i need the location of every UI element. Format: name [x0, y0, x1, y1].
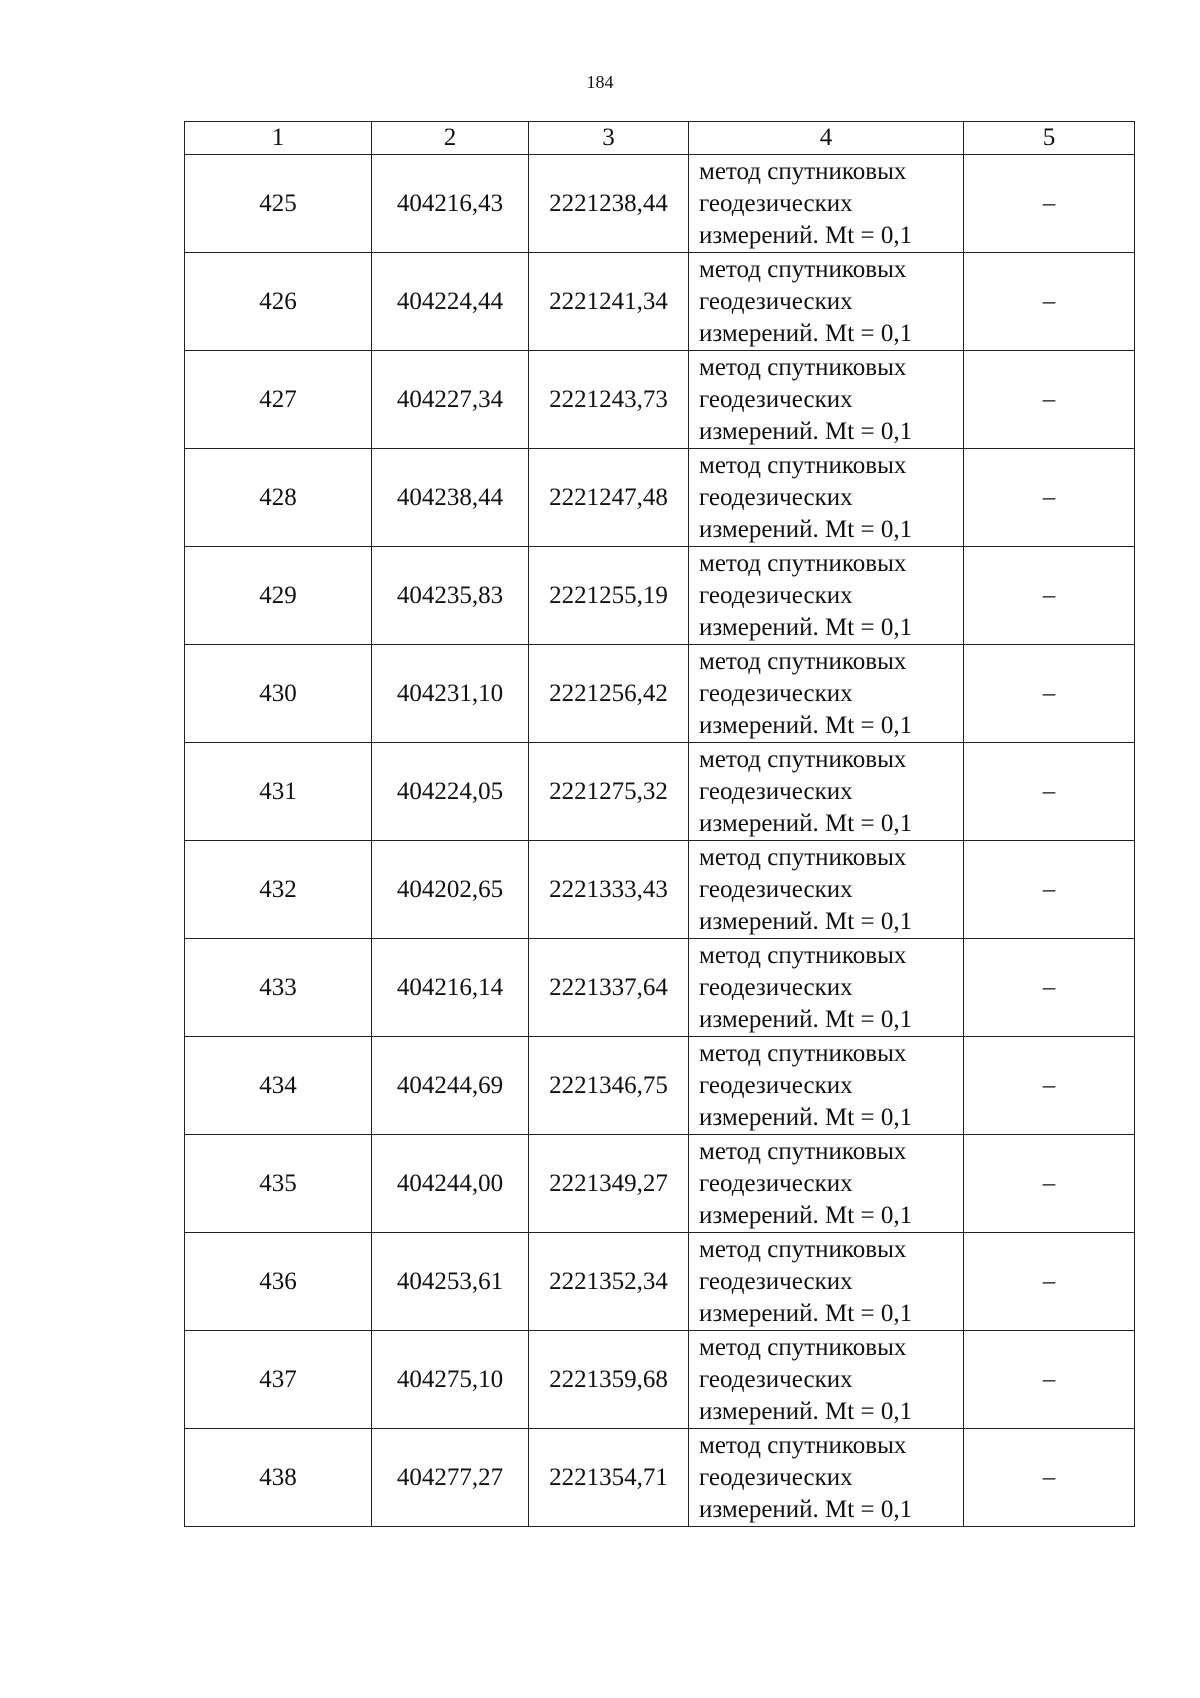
- table-row: [185, 155, 1135, 253]
- table-row: [185, 645, 1135, 743]
- method-line: измерений. Mt = 0,1: [699, 711, 913, 739]
- x-coordinate-cell: 404244,69: [372, 1037, 529, 1135]
- method-line: метод спутниковых: [699, 353, 907, 381]
- method-cell: [689, 155, 964, 253]
- method-line: измерений. Mt = 0,1: [699, 417, 913, 445]
- x-coordinate-cell: 404227,34: [372, 351, 529, 449]
- method-line: геодезических: [699, 875, 853, 903]
- method-line: метод спутниковых: [699, 745, 907, 773]
- method-line: измерений. Mt = 0,1: [699, 1005, 913, 1033]
- y-coordinate-cell: 2221354,71: [529, 1429, 689, 1527]
- y-coordinate-cell: 2221256,42: [529, 645, 689, 743]
- note-cell: –: [964, 449, 1135, 547]
- point-number-cell: 438: [185, 1429, 372, 1527]
- method-line: измерений. Mt = 0,1: [699, 1495, 913, 1523]
- method-line: метод спутниковых: [699, 1137, 907, 1165]
- page-number: 184: [586, 72, 614, 92]
- method-line: измерений. Mt = 0,1: [699, 907, 913, 935]
- point-number-cell: 431: [185, 743, 372, 841]
- method-line: метод спутниковых: [699, 1431, 907, 1459]
- note-cell: –: [964, 1037, 1135, 1135]
- x-coordinate-cell: 404224,44: [372, 253, 529, 351]
- note-cell: –: [964, 1233, 1135, 1331]
- note-cell: –: [964, 547, 1135, 645]
- method-line: метод спутниковых: [699, 157, 907, 185]
- x-coordinate-cell: 404244,00: [372, 1135, 529, 1233]
- method-cell: [689, 1331, 964, 1429]
- method-cell: [689, 547, 964, 645]
- method-cell: [689, 939, 964, 1037]
- method-line: метод спутниковых: [699, 1333, 907, 1361]
- method-line: геодезических: [699, 189, 853, 217]
- y-coordinate-cell: 2221352,34: [529, 1233, 689, 1331]
- table-row: [185, 939, 1135, 1037]
- coordinates-table: [184, 121, 1135, 1527]
- method-line: измерений. Mt = 0,1: [699, 809, 913, 837]
- point-number-cell: 425: [185, 155, 372, 253]
- method-line: измерений. Mt = 0,1: [699, 1299, 913, 1327]
- point-number-cell: 437: [185, 1331, 372, 1429]
- method-line: измерений. Mt = 0,1: [699, 221, 913, 249]
- method-line: геодезических: [699, 581, 853, 609]
- x-coordinate-cell: 404224,05: [372, 743, 529, 841]
- table-row: [185, 743, 1135, 841]
- method-line: геодезических: [699, 1267, 853, 1295]
- column-header-3: 3: [529, 122, 689, 155]
- method-cell: [689, 645, 964, 743]
- method-line: геодезических: [699, 1169, 853, 1197]
- method-cell: [689, 1037, 964, 1135]
- y-coordinate-cell: 2221241,34: [529, 253, 689, 351]
- x-coordinate-cell: 404238,44: [372, 449, 529, 547]
- y-coordinate-cell: 2221359,68: [529, 1331, 689, 1429]
- method-cell: [689, 743, 964, 841]
- y-coordinate-cell: 2221337,64: [529, 939, 689, 1037]
- y-coordinate-cell: 2221346,75: [529, 1037, 689, 1135]
- note-cell: –: [964, 743, 1135, 841]
- method-line: геодезических: [699, 1365, 853, 1393]
- method-line: геодезических: [699, 679, 853, 707]
- method-line: метод спутниковых: [699, 647, 907, 675]
- method-line: геодезических: [699, 973, 853, 1001]
- method-line: геодезических: [699, 287, 853, 315]
- y-coordinate-cell: 2221349,27: [529, 1135, 689, 1233]
- x-coordinate-cell: 404231,10: [372, 645, 529, 743]
- point-number-cell: 433: [185, 939, 372, 1037]
- x-coordinate-cell: 404216,14: [372, 939, 529, 1037]
- method-line: геодезических: [699, 1071, 853, 1099]
- x-coordinate-cell: 404235,83: [372, 547, 529, 645]
- y-coordinate-cell: 2221243,73: [529, 351, 689, 449]
- y-coordinate-cell: 2221275,32: [529, 743, 689, 841]
- point-number-cell: 429: [185, 547, 372, 645]
- method-line: измерений. Mt = 0,1: [699, 1397, 913, 1425]
- point-number-cell: 428: [185, 449, 372, 547]
- y-coordinate-cell: 2221255,19: [529, 547, 689, 645]
- method-line: геодезических: [699, 777, 853, 805]
- x-coordinate-cell: 404202,65: [372, 841, 529, 939]
- table-body: [185, 155, 1135, 1527]
- method-line: измерений. Mt = 0,1: [699, 1103, 913, 1131]
- x-coordinate-cell: 404277,27: [372, 1429, 529, 1527]
- note-cell: –: [964, 939, 1135, 1037]
- method-line: метод спутниковых: [699, 451, 907, 479]
- table-row: [185, 547, 1135, 645]
- method-cell: [689, 351, 964, 449]
- note-cell: –: [964, 155, 1135, 253]
- method-cell: [689, 1233, 964, 1331]
- y-coordinate-cell: 2221238,44: [529, 155, 689, 253]
- method-line: измерений. Mt = 0,1: [699, 515, 913, 543]
- point-number-cell: 435: [185, 1135, 372, 1233]
- column-header-2: 2: [372, 122, 529, 155]
- point-number-cell: 426: [185, 253, 372, 351]
- method-line: геодезических: [699, 385, 853, 413]
- table-row: [185, 1135, 1135, 1233]
- method-cell: [689, 1429, 964, 1527]
- table-row: [185, 841, 1135, 939]
- method-line: метод спутниковых: [699, 1039, 907, 1067]
- note-cell: –: [964, 1331, 1135, 1429]
- x-coordinate-cell: 404275,10: [372, 1331, 529, 1429]
- table-row: [185, 1331, 1135, 1429]
- coordinates-table-container: [184, 121, 1134, 1527]
- point-number-cell: 432: [185, 841, 372, 939]
- y-coordinate-cell: 2221247,48: [529, 449, 689, 547]
- y-coordinate-cell: 2221333,43: [529, 841, 689, 939]
- method-line: метод спутниковых: [699, 255, 907, 283]
- note-cell: –: [964, 351, 1135, 449]
- method-line: метод спутниковых: [699, 1235, 907, 1263]
- column-header-4: 4: [689, 122, 964, 155]
- method-line: геодезических: [699, 483, 853, 511]
- method-line: измерений. Mt = 0,1: [699, 319, 913, 347]
- note-cell: –: [964, 1135, 1135, 1233]
- method-line: измерений. Mt = 0,1: [699, 613, 913, 641]
- point-number-cell: 436: [185, 1233, 372, 1331]
- table-row: [185, 351, 1135, 449]
- method-line: геодезических: [699, 1463, 853, 1491]
- point-number-cell: 434: [185, 1037, 372, 1135]
- note-cell: –: [964, 841, 1135, 939]
- table-header: [185, 122, 1135, 155]
- method-cell: [689, 841, 964, 939]
- table-row: [185, 1233, 1135, 1331]
- method-cell: [689, 253, 964, 351]
- column-header-5: 5: [964, 122, 1135, 155]
- method-line: метод спутниковых: [699, 941, 907, 969]
- table-row: [185, 1037, 1135, 1135]
- x-coordinate-cell: 404253,61: [372, 1233, 529, 1331]
- method-line: метод спутниковых: [699, 843, 907, 871]
- method-line: измерений. Mt = 0,1: [699, 1201, 913, 1229]
- x-coordinate-cell: 404216,43: [372, 155, 529, 253]
- header-row: [185, 122, 1135, 155]
- method-line: метод спутниковых: [699, 549, 907, 577]
- table-row: [185, 1429, 1135, 1527]
- point-number-cell: 427: [185, 351, 372, 449]
- note-cell: –: [964, 645, 1135, 743]
- method-cell: [689, 1135, 964, 1233]
- table-row: [185, 253, 1135, 351]
- point-number-cell: 430: [185, 645, 372, 743]
- column-header-1: 1: [185, 122, 372, 155]
- note-cell: –: [964, 1429, 1135, 1527]
- table-row: [185, 449, 1135, 547]
- method-cell: [689, 449, 964, 547]
- note-cell: –: [964, 253, 1135, 351]
